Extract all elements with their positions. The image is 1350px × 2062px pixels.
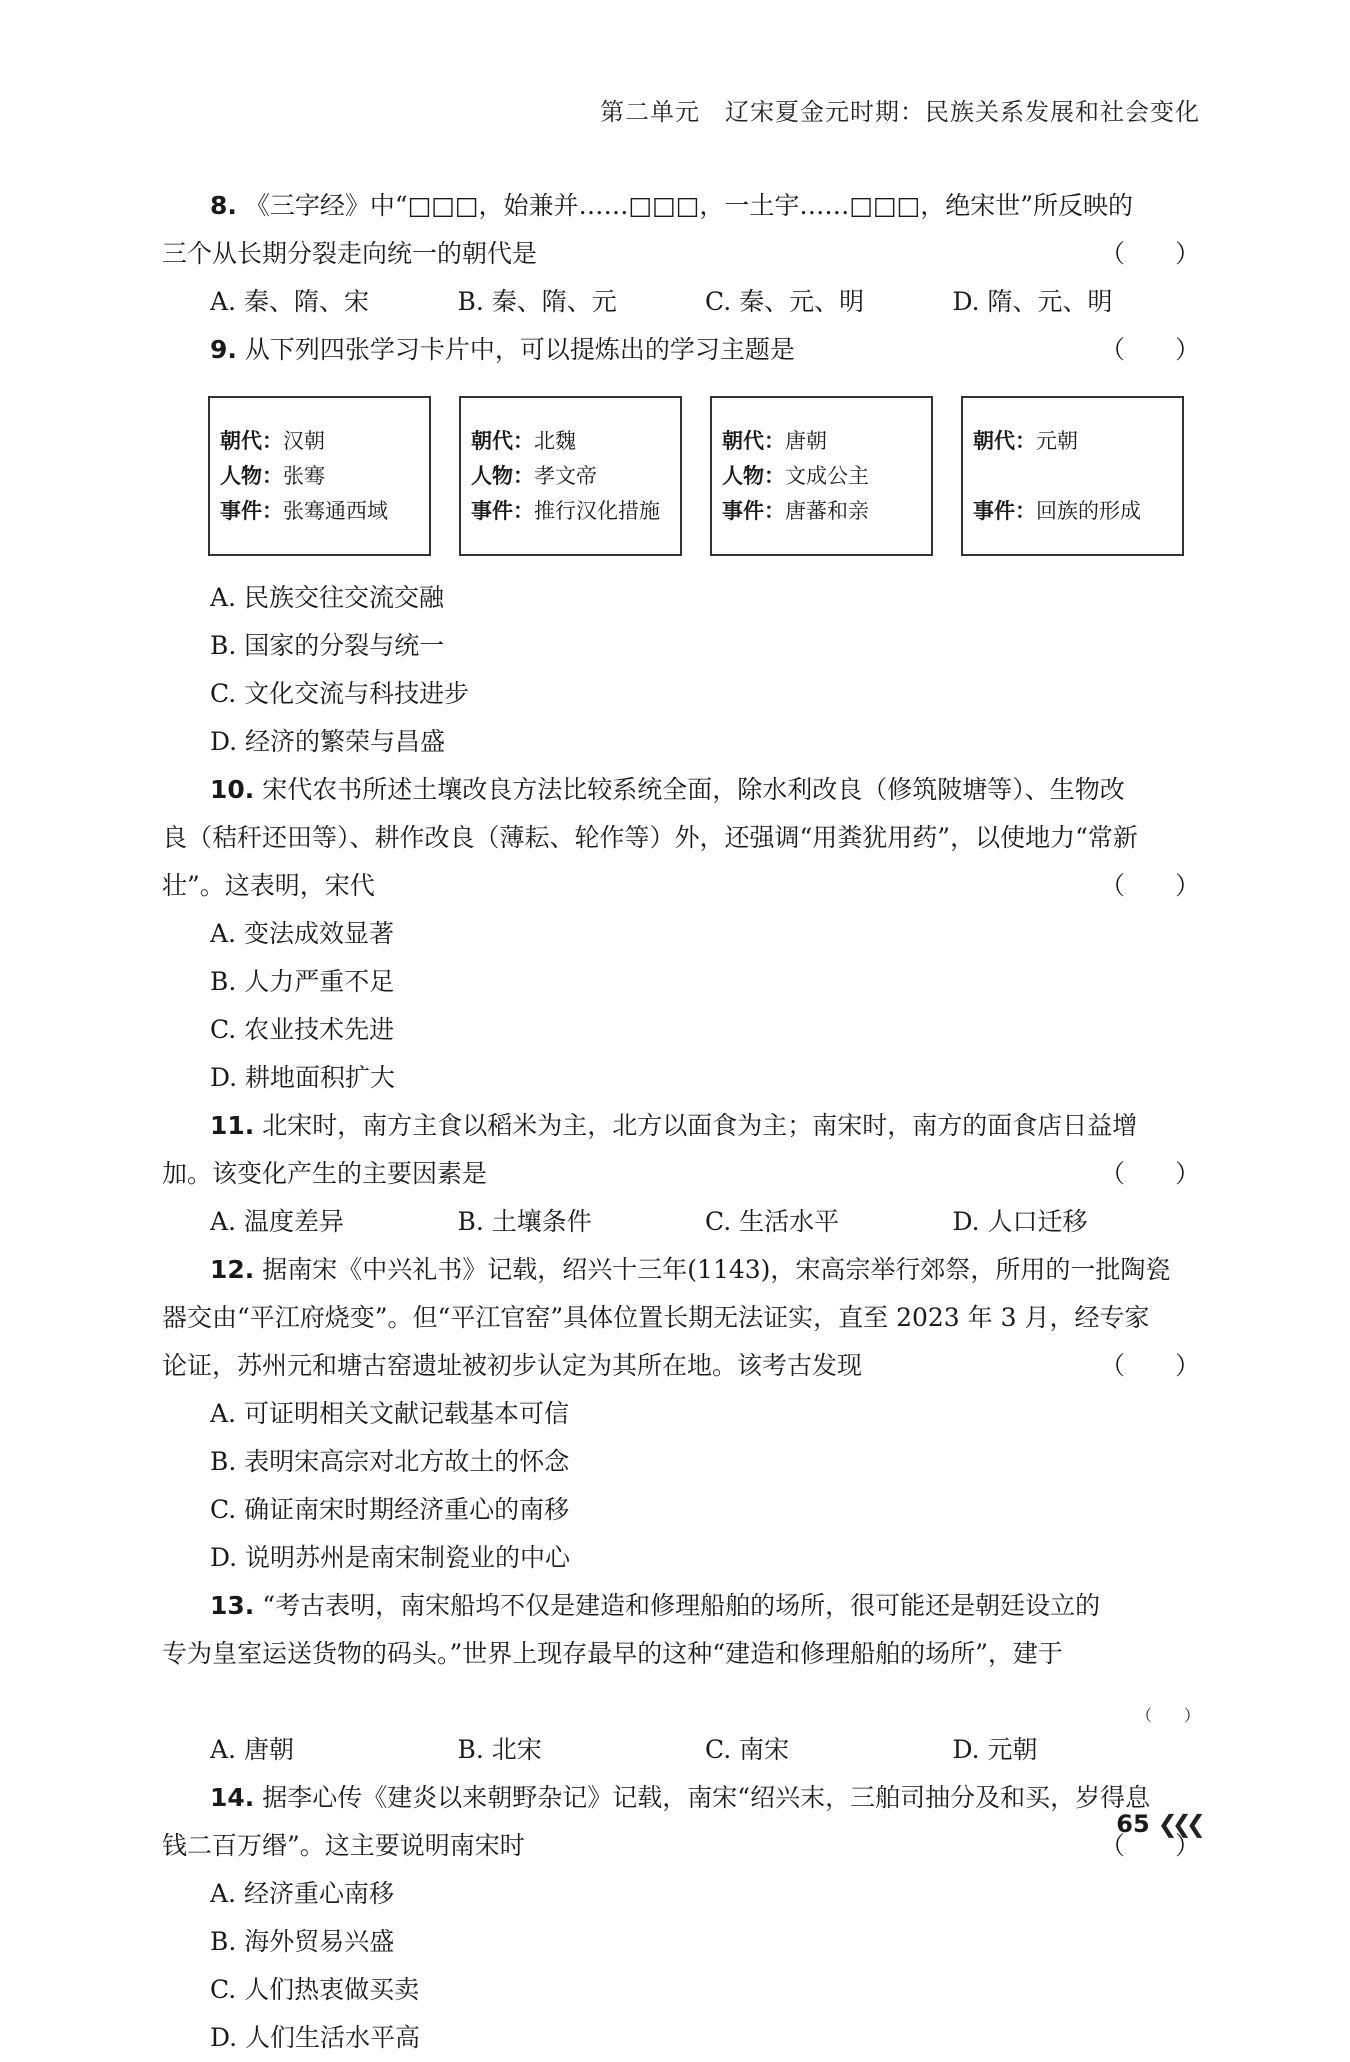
study-card: 朝代：汉朝 人物：张骞 事件：张骞通西域 bbox=[208, 396, 431, 556]
option-b: B. 海外贸易兴盛 bbox=[210, 1927, 395, 1956]
option-a: A. 秦、隋、宋 bbox=[210, 287, 369, 316]
question-stem-cont: 钱二百万缗”。这主要说明南宋时 bbox=[162, 1831, 525, 1860]
options bbox=[210, 1726, 1200, 1774]
option-c: C. 南宋 bbox=[705, 1735, 790, 1764]
question-stem: 《三字经》中“□□□，始兼并……□□□，一土宇……□□□，绝宋世”所反映的 bbox=[244, 191, 1134, 220]
question-number: 9. bbox=[210, 335, 237, 364]
question-stem-cont: 良（秸秆还田等）、耕作改良（薄耘、轮作等）外，还强调“用粪犹用药”，以使地力“常新 bbox=[162, 823, 1138, 852]
question-stem-cont: 器交由“平江府烧变”。但“平江官窑”具体位置长期无法证实，直至 2023 年 3 月，经专家 bbox=[162, 1303, 1150, 1332]
option-d: D. 经济的繁荣与昌盛 bbox=[210, 727, 446, 756]
question-stem: 据南宋《中兴礼书》记载，绍兴十三年(1143)，宋高宗举行郊祭，所用的一批陶瓷 bbox=[262, 1255, 1171, 1284]
question-stem: 从下列四张学习卡片中，可以提炼出的学习主题是 bbox=[244, 335, 795, 364]
study-cards bbox=[208, 396, 1200, 556]
option-d: D. 隋、元、明 bbox=[952, 287, 1113, 316]
question-10 bbox=[162, 766, 1200, 910]
option-a: A. 经济重心南移 bbox=[210, 1879, 394, 1908]
study-card: 朝代：元朝 事件：回族的形成 bbox=[961, 396, 1184, 556]
option-b: B. 秦、隋、元 bbox=[457, 287, 617, 316]
question-8 bbox=[162, 182, 1200, 278]
options bbox=[210, 910, 1200, 1102]
answer-paren: （ ） bbox=[1099, 1159, 1200, 1188]
question-stem: 北宋时，南方主食以稻米为主，北方以面食为主；南宋时，南方的面食店日益增 bbox=[262, 1111, 1138, 1140]
answer-paren: （ ） bbox=[1099, 1831, 1200, 1860]
option-d: D. 人们生活水平高 bbox=[210, 2023, 421, 2052]
option-b: B. 国家的分裂与统一 bbox=[210, 631, 445, 660]
question-stem-cont: 三个从长期分裂走向统一的朝代是 bbox=[162, 239, 538, 268]
answer-paren: （ ） bbox=[1099, 239, 1200, 268]
running-header: 第二单元 辽宋夏金元时期：民族关系发展和社会变化 bbox=[600, 98, 1200, 126]
option-a: A. 变法成效显著 bbox=[210, 919, 394, 948]
option-c: C. 确证南宋时期经济重心的南移 bbox=[210, 1495, 570, 1524]
answer-paren: （ ） bbox=[1099, 1351, 1200, 1380]
option-b: B. 土壤条件 bbox=[457, 1207, 592, 1236]
option-c: C. 秦、元、明 bbox=[705, 287, 865, 316]
option-d: D. 元朝 bbox=[952, 1735, 1038, 1764]
option-c: C. 生活水平 bbox=[705, 1207, 840, 1236]
question-number: 14. bbox=[210, 1783, 255, 1812]
question-number: 12. bbox=[210, 1255, 255, 1284]
question-stem: 宋代农书所述土壤改良方法比较系统全面，除水利改良（修筑陂塘等）、生物改 bbox=[262, 775, 1125, 804]
page-number-text: 65 bbox=[1116, 1810, 1150, 1838]
option-a: A. 唐朝 bbox=[210, 1735, 294, 1764]
answer-paren: （ ） bbox=[1135, 1706, 1200, 1725]
study-card: 朝代：唐朝 人物：文成公主 事件：唐蕃和亲 bbox=[710, 396, 933, 556]
study-card: 朝代：北魏 人物：孝文帝 事件：推行汉化措施 bbox=[459, 396, 682, 556]
options bbox=[210, 574, 1200, 766]
question-9 bbox=[210, 326, 1200, 374]
question-14 bbox=[162, 1774, 1200, 1870]
question-number: 10. bbox=[210, 775, 255, 804]
question-12 bbox=[162, 1246, 1200, 1390]
question-number: 11. bbox=[210, 1111, 255, 1140]
option-b: B. 人力严重不足 bbox=[210, 967, 395, 996]
options bbox=[210, 278, 1200, 326]
question-stem: 据李心传《建炎以来朝野杂记》记载，南宋“绍兴末，三舶司抽分及和买，岁得息 bbox=[262, 1783, 1151, 1812]
page-number bbox=[1116, 1810, 1200, 1838]
options bbox=[210, 1198, 1200, 1246]
question-number: 8. bbox=[210, 191, 237, 220]
question-number: 13. bbox=[210, 1591, 255, 1620]
option-d: D. 耕地面积扩大 bbox=[210, 1063, 396, 1092]
question-stem-cont: 壮”。这表明，宋代 bbox=[162, 871, 375, 900]
options bbox=[210, 1390, 1200, 1582]
question-stem: “考古表明，南宋船坞不仅是建造和修理船舶的场所，很可能还是朝廷设立的 bbox=[262, 1591, 1101, 1620]
question-stem-cont: 论证，苏州元和塘古窑遗址被初步认定为其所在地。该考古发现 bbox=[162, 1351, 863, 1380]
answer-paren: （ ） bbox=[1099, 335, 1200, 364]
option-a: A. 温度差异 bbox=[210, 1207, 344, 1236]
options bbox=[210, 1870, 1200, 2062]
question-11 bbox=[162, 1102, 1200, 1198]
answer-paren: （ ） bbox=[1099, 871, 1200, 900]
option-c: C. 文化交流与科技进步 bbox=[210, 679, 470, 708]
question-stem-cont: 专为皇室运送货物的码头。”世界上现存最早的这种“建造和修理船舶的场所”，建于 bbox=[162, 1639, 1063, 1668]
option-a: A. 可证明相关文献记载基本可信 bbox=[210, 1399, 569, 1428]
question-stem-cont: 加。该变化产生的主要因素是 bbox=[162, 1159, 488, 1188]
option-b: B. 北宋 bbox=[457, 1735, 542, 1764]
question-13 bbox=[162, 1582, 1200, 1678]
option-b: B. 表明宋高宗对北方故土的怀念 bbox=[210, 1447, 570, 1476]
chevron-left-icon: ❮❮❮ bbox=[1157, 1810, 1200, 1838]
question-list bbox=[162, 182, 1200, 2062]
option-d: D. 说明苏州是南宋制瓷业的中心 bbox=[210, 1543, 571, 1572]
option-c: C. 农业技术先进 bbox=[210, 1015, 395, 1044]
option-d: D. 人口迁移 bbox=[952, 1207, 1088, 1236]
option-c: C. 人们热衷做买卖 bbox=[210, 1975, 420, 2004]
answer-paren-line bbox=[210, 1678, 1200, 1726]
option-a: A. 民族交往交流交融 bbox=[210, 583, 444, 612]
